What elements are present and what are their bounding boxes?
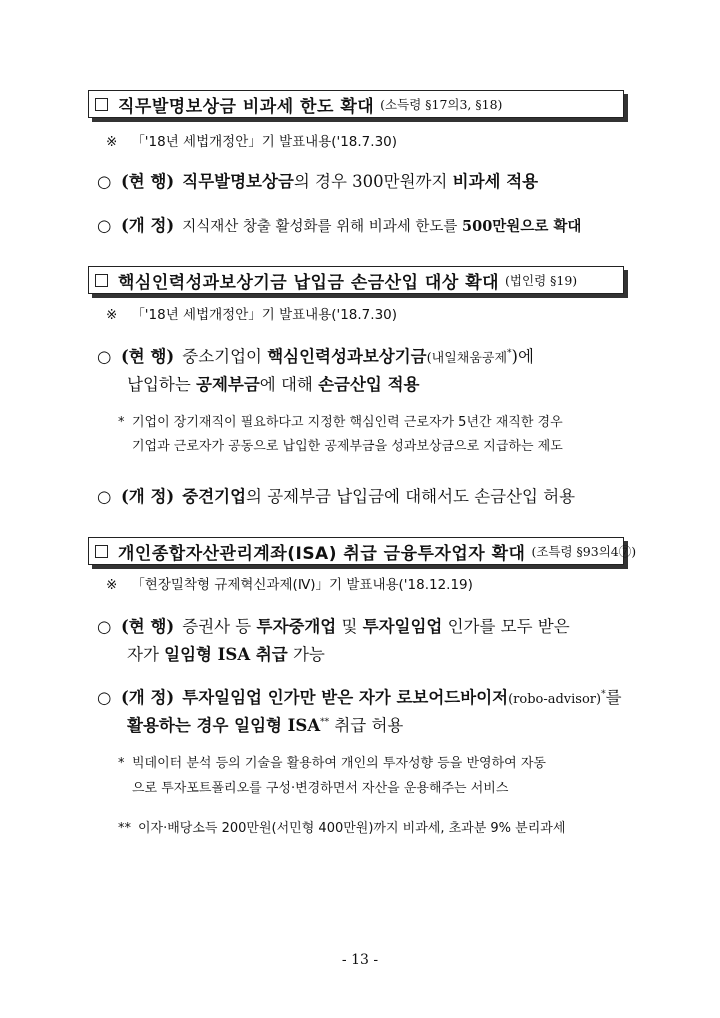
section3-footnote-2: ** 이자·배당소득 200만원(서민형 400만원)까지 비과세, 초과분 9% 분리과세 bbox=[118, 821, 566, 836]
section2-footnote: * 기업이 장기재직이 필요하다고 지정한 핵심인력 근로자가 5년간 재직한 경우 기업과 근로자가 공동으로 납입한 공제부금을 성과보상금으로 지급하는 제도 bbox=[118, 415, 563, 454]
section2-heading-box bbox=[88, 266, 624, 294]
section3-footnote-1: * 빅데이터 분석 등의 기술을 활용하여 개인의 투자성향 등을 반영하여 자동 으로 투자포트폴리오를 구성·변경하면서 자산을 운용해주는 서비스 bbox=[118, 756, 546, 796]
section1-item-revised: ○ (개 정) 지식재산 창출 활성화를 위해 비과세 한도를 500만원으로 확대 bbox=[97, 216, 582, 235]
section3-item-current: ○ (현 행) 증권사 등 투자중개업 및 투자일임업 인가를 모두 받은 자가 일임형 ISA 취급 가능 bbox=[97, 617, 570, 664]
section1-item-current: ○ (현 행) 직무발명보상금의 경우 300만원까지 비과세 적용 bbox=[97, 172, 539, 191]
section3-note: ※ 「현장밀착형 규제혁신과제(Ⅳ)」기 발표내용('18.12.19) bbox=[106, 577, 473, 593]
section3-item-revised: ○ (개 정) 투자일임업 인가만 받은 자가 로보어드바이저(robo-advisor)*를 활용하는 경우 일임형 ISA** 취급 허용 bbox=[97, 688, 622, 735]
section1-heading-box bbox=[88, 90, 624, 118]
section2-note: ※ 「'18년 세법개정안」기 발표내용('18.7.30) bbox=[106, 307, 398, 323]
section2-heading: 핵심인력성과보상기금 납입금 손금산입 대상 확대 bbox=[118, 272, 500, 293]
section1-heading-ref: (소득령 §17의3, §18) bbox=[380, 97, 503, 112]
section2-item-current: ○ (현 행) 중소기업이 핵심인력성과보상기금(내일채움공제*)에 납입하는 공제부금에 대해 손금산입 적용 bbox=[97, 347, 534, 394]
section2-heading-ref: (법인령 §19) bbox=[505, 273, 578, 288]
section3-heading-ref: (조특령 §93의4⑦) bbox=[531, 544, 637, 559]
checkbox-square-icon bbox=[95, 98, 108, 111]
checkbox-square-icon bbox=[95, 545, 108, 558]
section1-note: ※ 「'18년 세법개정안」기 발표내용('18.7.30) bbox=[106, 134, 398, 150]
section3-heading-box bbox=[88, 537, 637, 565]
section3-heading: 개인종합자산관리계좌(ISA) 취급 금융투자업자 확대 bbox=[118, 543, 526, 564]
section2-item-revised: ○ (개 정) 중견기업의 공제부금 납입금에 대해서도 손금산입 허용 bbox=[97, 487, 576, 506]
checkbox-square-icon bbox=[95, 274, 108, 287]
page-number: - 13 - bbox=[341, 952, 379, 968]
section1-heading: 직무발명보상금 비과세 한도 확대 bbox=[118, 96, 375, 117]
